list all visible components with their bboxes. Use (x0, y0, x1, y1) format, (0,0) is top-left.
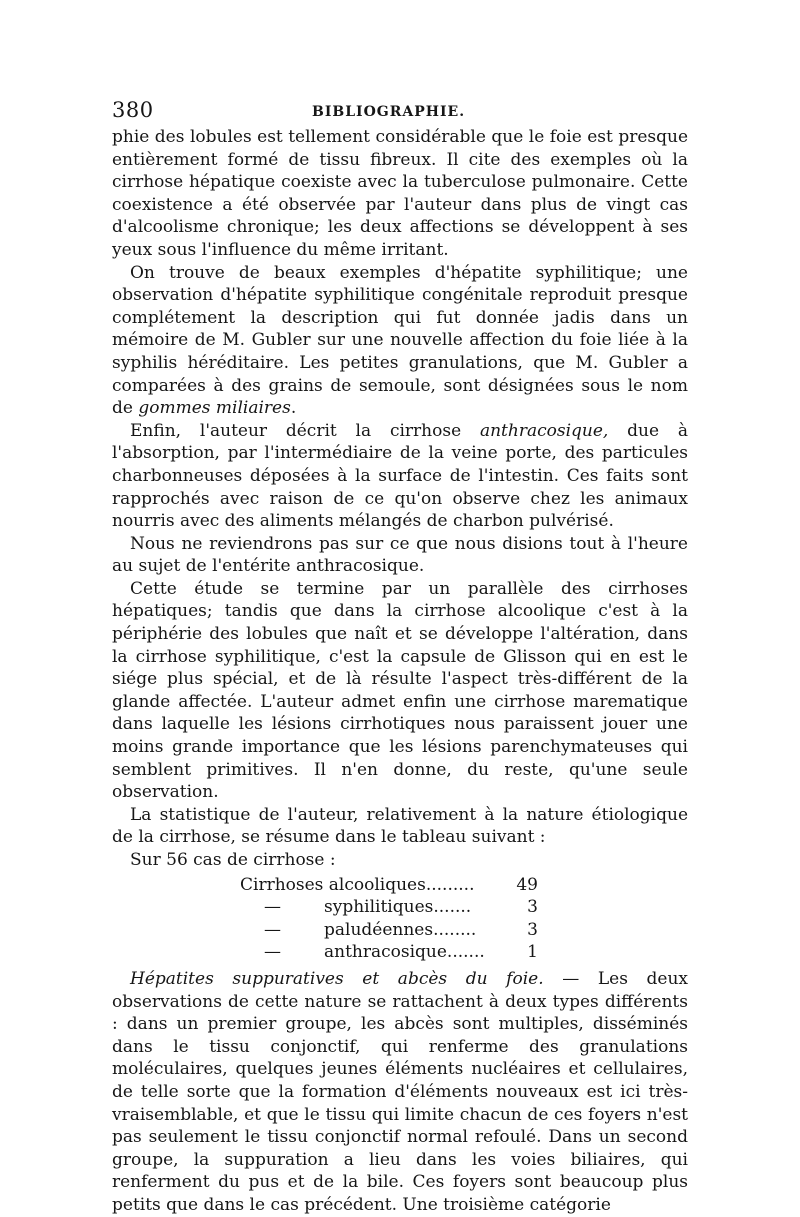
table-row-value: 3 (527, 919, 538, 940)
paragraph-enteritis: Nous ne reviendrons pas sur ce que nous disions tout à l'heure au sujet de l'entérite anthracosique. (112, 533, 688, 577)
body-text (112, 126, 688, 1217)
ditto-dash: — (264, 919, 281, 940)
paragraph-continuation: phie des lobules est tellement considérable que le foie est presque entièrement formé de tissu fibreux. Il cite des exemples où la cirrhose hépatique coexiste avec la tuberculose pulmonaire. Cette coexistence a été observée par l'auteur dans plus de vingt cas d'alcoolisme chronique; les deux affections se développent à ses yeux sous l'influence du même irritant. (112, 127, 688, 260)
table-row-value: 49 (516, 874, 538, 895)
table-row (112, 874, 688, 897)
paragraph-text: due à l'absorption, par l'intermédiaire de la veine porte, des particules charbonneuses déposées à la surface de l'intestin. Ces faits sont rapprochés avec raison de ce qu'on observe chez les animaux nourris avec des aliments mélangés de charbon pulvérisé. (112, 420, 688, 532)
paragraph-text: Enfin, l'auteur décrit la cirrhose (130, 420, 480, 441)
table-row-value: 1 (527, 942, 538, 963)
page-header (112, 96, 688, 126)
table-row (112, 919, 688, 942)
table-row-label: syphilitiques....... (324, 897, 472, 918)
table-row (112, 896, 688, 919)
paragraph-suppurative-hepatitis (112, 968, 688, 1217)
table-row-label: Cirrhoses alcooliques......... (240, 874, 475, 895)
paragraph-text: . (290, 398, 297, 419)
table-row-value: 3 (527, 897, 538, 918)
table-row-label: paludéennes........ (324, 919, 477, 940)
italic-term-anthracosique: anthracosique, (479, 420, 609, 441)
statistics-table (112, 874, 688, 964)
ditto-dash: — (264, 897, 281, 918)
italic-section-heading: Hépatites suppuratives et abcès du foie. (130, 968, 544, 989)
paragraph-anthracosic-cirrhosis (112, 420, 688, 533)
table-row-label: anthracosique....... (324, 942, 485, 963)
page-number: 380 (112, 98, 154, 122)
running-title: BIBLIOGRAPHIE. (312, 104, 466, 120)
paragraph-parallel: Cette étude se termine par un parallèle des cirrhoses hépatiques; tandis que dans la cirrhose alcoolique c'est à la périphérie des lobules que naît et se développe l'altération, dans la cirrhose syphilitique, c'est la capsule de Glisson qui en est le siége plus spécial, et de là résulte l'aspect très-différent de la glande affectée. L'auteur admet enfin une cirrhose marematique dans laquelle les lésions cirrhotiques nous paraissent jouer une moins grande importance que les lésions parenchymateuses qui semblent primitives. Il n'en donne, du reste, qu'une seule observation. (112, 578, 688, 803)
ditto-dash: — (264, 942, 281, 963)
paragraph-case-count: Sur 56 cas de cirrhose : (130, 850, 336, 870)
paragraph-statistics-intro: La statistique de l'auteur, relativement à la nature étiologique de la cirrhose, se résume dans le tableau suivant : (112, 804, 688, 848)
book-page (112, 96, 688, 1217)
table-row (112, 941, 688, 964)
paragraph-text: On trouve de beaux exemples d'hépatite syphilitique; une observation d'hépatite syphilitique congénitale reproduit presque complétement la description qui fut donnée jadis dans un mémoire de M. Gubler sur une nouvelle affection du foie liée à la syphilis héréditaire. Les petites granulations, que M. Gubler a comparées à des grains de semoule, sont désignées sous le nom de (112, 262, 688, 419)
italic-term-gommes-miliaires: gommes miliaires (138, 398, 291, 419)
paragraph-text: — Les deux observations de cette nature se rattachent à deux types différents : dans un premier groupe, les abcès sont multiples, disséminés dans le tissu conjonctif, qui renferme des granulations moléculaires, quelques jeunes éléments nucléaires et cellulaires, de telle sorte que la formation d'éléments nouveaux est ici très-vraisemblable, et que le tissu qui limite chacun de ces foyers n'est pas seulement le tissu conjonctif normal refoulé. Dans un second groupe, la suppuration a lieu dans les voies biliaires, qui renferment du pus et de la bile. Ces foyers sont beaucoup plus petits que dans le cas précédent. Une troisième catégorie (112, 968, 689, 1215)
paragraph-syphilitic-hepatitis (112, 262, 688, 420)
